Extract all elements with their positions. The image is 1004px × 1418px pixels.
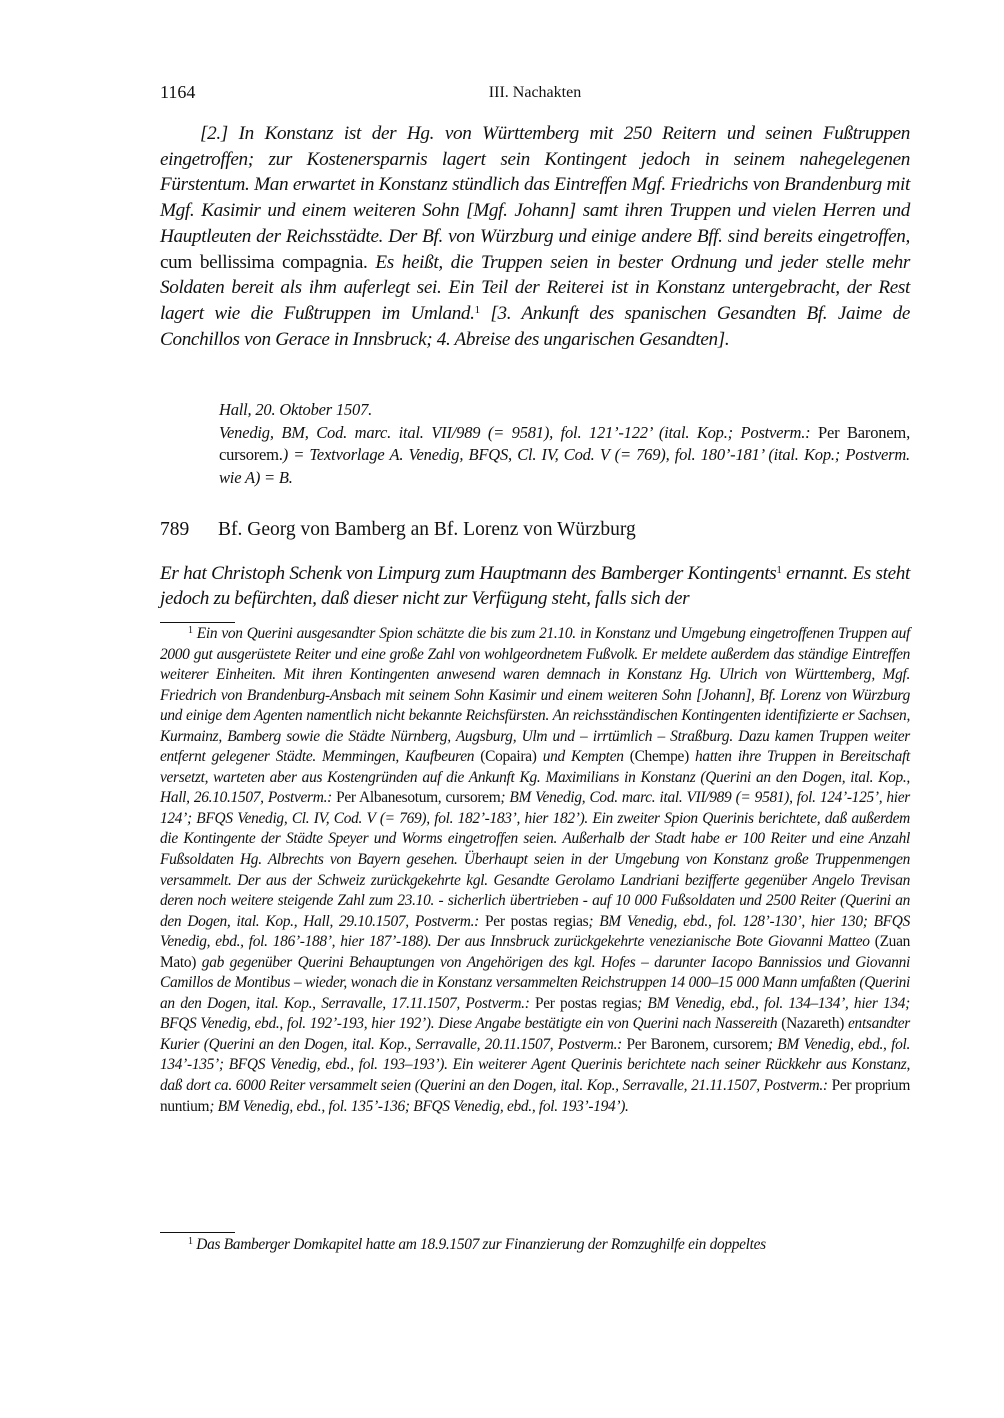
footnote-ref[interactable]: 1 [776,564,782,576]
footnote-rule [160,622,235,623]
running-head [160,82,910,106]
main-text [160,121,910,352]
footnote-marker: 1 [188,625,193,636]
dateline-and-sources [219,399,910,489]
regest: Er hat Christoph Schenk von Limpurg zum Hauptmann des Bamberger Kontingents$^1$ ernannt. Es steht jedoch zu befürchten, daß dieser nicht zur Verfügung steht, falls sich der [160,563,910,610]
footnote-1: $^1$ Ein von Querini ausgesandter Spion schätzte die bis zum 21.10. in Konstanz und Umgebung eingetroffenen Truppen auf 2000 gut ausgerüstete Reiter und eine große Zahl von wohlgeordnetem Fußvolk. Er meldete außerdem das ständige Eintreffen weiterer Einheiten. Mit ihren Kontingenten anwesend waren demnach in Konstanz Hg. Ulrich von Württemberg, Mgf. Friedrich von Brandenburg-Ansbach mit seinem Sohn Kasimir und einem weiteren Sohn [Johann], Bf. Lorenz von Würzburg und einige dem Agenten namentlich nicht bekannte Reichsfürsten. An reichsständischen Kontingenten identifizierte er Sachsen, Kurmainz, Bamberg sowie die Städte Nürnberg, Augsburg, Ulm und – irrtümlich – Straßburg. Dazu kamen Truppen weiter entfernt gelegener Städte. Memmingen, Kaufbeuren (Copaira) und Kempten (Chempe) hatten ihre Truppen in Bereitschaft versetzt, warteten aber aus Kostengründen auf die Ankunft Kg. Maximilians in Konstanz (Querini an den Dogen, ital. Kop., Hall, 26.10.1507, Postverm.: Per Albanesotum, cursorem; BM Venedig, Cod. marc. ital. VII/989 (= 9581), fol. 124’-125’, hier 124’; BFQS Venedig, Cl. IV, Cod. V (= 769), fol. 182’-183’, hier 182’). Ein zweiter Spion Querinis berichtete, daß außerdem die Kontingente der Städte Speyer und Worms eingetroffen seien. Außerhalb der Stadt habe er 100 Reiter und eine Anzahl Fußsoldaten Hg. Albrechts von Bayern gesehen. Überhaupt seien in der Umgebung von Konstanz große Truppenmengen versammelt. Der aus der Schweiz zurückgekehrte kgl. Gesandte Gerolamo Landriani bezifferte gegenüber Angelo Trevisan deren noch weitere steigende Zahl zum 23.10. - sicherlich übertrieben - auf 10 000 Fußsoldaten und 2500 Reiter (Querini an den Dogen, ital. Kop., Hall, 29.10.1507, Postverm.: Per postas regias; BM Venedig, ebd., fol. 128’-130’, hier 130; BFQS Venedig, ebd., fol. 186’-188’, hier 187’-188). Der aus Innsbruck zurückgekehrte venezianische Bote Giovanni Matteo (Zuan Mato) gab gegenüber Querini Behauptungen von Angehörigen des kgl. Hofes – darunter Iacopo Bannissios und Giovanni Camillos de Montibus – wieder, wonach die in Konstanz versammelten Reichstruppen 14 000–15 000 Mann umfaßten (Querini an den Dogen, ital. Kop., Serravalle, 17.11.1507, Postverm.: Per postas regias; BM Venedig, ebd., fol. 134–134’, hier 134; BFQS Venedig, ebd., fol. 192’-193, hier 192’). Diese Angabe bestätigte ein von Querini nach Nassereith (Nazareth) entsandter Kurier (Querini an den Dogen, ital. Kop., Serravalle, 20.11.1507, Postverm.: Per Baronem, cursorem; BM Venedig, ebd., fol. 134’-135’; BFQS Venedig, ebd., fol. 193–193’). Ein weiterer Agent Querinis berichtete nach seiner Rückkehr aus Konstanz, daß dort ca. 6000 Reiter versammelt seien (Querini an den Dogen, ital. Kop., Serravalle, 21.11.1507, Postverm.: Per proprium nuntium; BM Venedig, ebd., fol. 135’-136; BFQS Venedig, ebd., fol. 193’-194’). [160,625,910,1115]
footnote-rule [160,1232,235,1233]
source-note: Venedig, BM, Cod. marc. ital. VII/989 (= 9581), fol. 121’-122’ (ital. Kop.; Postverm.: Per Baronem, cursorem.) = Textvorlage A. Venedig, BFQS, Cl. IV, Cod. V (= 769), fol. 180’-181’ (ital. Kop.; Postverm. wie A) = B. [219,422,910,487]
footnote-2: $^1$ Das Bamberger Domkapitel hatte am 18.9.1507 zur Finanzierung der Romzughilfe ein doppeltes [188,1236,766,1253]
document-heading [160,519,910,541]
footnote-ref[interactable]: 1 [474,303,480,316]
place-date: Hall, 20. Oktober 1507. [219,400,373,419]
document-title: Bf. Georg von Bamberg an Bf. Lorenz von Würzburg [218,519,636,540]
document-number: 789 [160,519,190,540]
running-title: III. Nachakten [488,84,582,101]
footnote-marker: 1 [188,1236,193,1247]
page-number: 1164 [160,82,196,102]
main-paragraph: [2.] In Konstanz ist der Hg. von Württemberg mit 250 Reitern und seinen Fußtruppen eingetroffen; zur Kostenersparnis lagert sein Kontingent jedoch in seinem nahegelegenen Fürstentum. Man erwartet in Konstanz stündlich das Eintreffen Mgf. Friedrichs von Brandenburg mit Mgf. Kasimir und einem weiteren Sohn [Mgf. Johann] samt ihren Truppen und vielen Herren und Hauptleuten der Reichsstädte. Der Bf. von Würzburg und einige andere Bff. sind bereits eingetroffen, cum bellissima compagnia. Es heißt, die Truppen seien in bester Ordnung und jeder stelle mehr Soldaten bereit als ihm auferlegt sei. Ein Teil der Reiterei ist in Konstanz untergebracht, der Rest lagert wie die Fußtruppen im Umland.$^1$ [3. Ankunft des spanischen Gesandten Bf. Jaime de Conchillos von Gerace in Innsbruck; 4. Abreise des ungarischen Gesandten]. [160,123,910,350]
